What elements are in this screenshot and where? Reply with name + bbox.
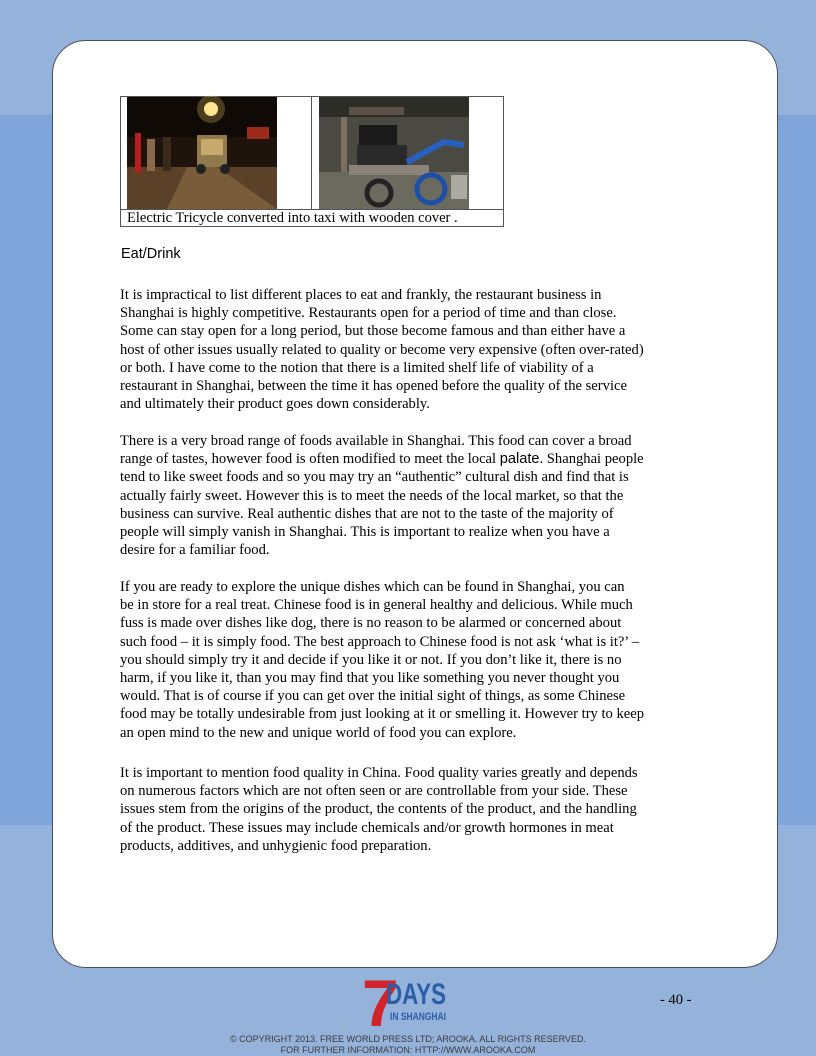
text-line: products, additives, and unhygienic food preparation. [120,837,432,854]
text-line: fuss is made over dishes like dog, there is no reason to be alarmed or concerned about [120,615,622,632]
section-title: Eat/Drink [121,246,181,262]
text-line: issues stem from the origins of the product, the contents of the product, and the handling [120,801,637,818]
text-line: you should simply try it and decide if you like it or not. If you don’t like it, there is no [120,651,622,668]
text-line: Shanghai is highly competitive. Restaurants open for a period of time and than close. [120,305,617,322]
text-line: actually fairly sweet. However this is to meet the needs of the local market, so that the [120,487,624,504]
text-line: tend to like sweet foods and so you may try an “authentic” cultural dish and find that is [120,469,629,486]
text-line: harm, if you like it, than you may find that you like something you never thought you [120,670,620,687]
text-line: There is a very broad range of foods available in Shanghai. This food can cover a broad [120,433,632,449]
text-line: restaurant in Shanghai, between the time it has opened before the quality of the service [120,378,627,395]
paragraph-2 [120,432,705,559]
seven-days-logo [364,968,454,1038]
text-line: business can survive. Real authentic dishes that are not to the taste of the majority of [120,505,614,522]
paragraph-3 [120,578,705,742]
text-line [120,450,705,468]
photo-caption: Electric Tricycle converted into taxi with wooden cover . [127,210,458,226]
logo-days-text: DAYS [386,978,446,1011]
text-fragment: range of tastes, however food is often modified to meet the local [120,451,500,468]
text-line: such food – it is simply food. The best approach to Chinese food is not ask ‘what is it?’ – [120,633,640,650]
logo-subtitle-text: IN SHANGHAI [390,1011,446,1023]
text-line: on numerous factors which are not often seen or are controllable from your side. These [120,783,628,800]
text-line: an open mind to the new and unique world of food you can explore. [120,724,517,741]
text-line: of the product. These issues may include chemicals and/or growth hormones in meat [120,819,614,836]
text-line: or both. I have come to the notion that there is a limited shelf life of viability of a [120,359,594,376]
logo-numeral: 7 [362,966,399,1040]
text-line: If you are ready to explore the unique dishes which can be found in Shanghai, you can [120,579,625,595]
table-column-divider [311,97,312,209]
text-line: host of other issues usually related to quality or become very expensive (often over-rated) [120,341,644,358]
tricycle-closeup-photo [319,97,469,209]
paragraph-4 [120,764,705,855]
text-line: people will simply vanish in Shanghai. This is important to realize when you have a [120,524,610,541]
text-line: desire for a familiar food. [120,542,270,559]
text-line: Some can stay open for a long period, but those become famous and than either have a [120,323,626,340]
paragraph-1 [120,286,705,413]
page-number: - 40 - [660,992,692,1008]
text-line: It is important to mention food quality in China. Food quality varies greatly and depends [120,765,638,781]
text-line: It is impractical to list different places to eat and frankly, the restaurant business in [120,287,602,303]
copyright-line: © COPYRIGHT 2013. FREE WORLD PRESS LTD; AROOKA. ALL RIGHTS RESERVED. [230,1034,586,1044]
text-line: would. That is of course if you can get over the initial sight of things, as some Chinese [120,688,626,705]
night-street-photo [127,97,277,209]
photo-table [120,96,504,227]
copyright-link-line[interactable]: FOR FURTHER INFORMATION: HTTP://WWW.AROOKA.COM [280,1045,536,1055]
copyright-footer [0,1034,816,1056]
text-line: and ultimately their product goes down considerably. [120,396,430,413]
text-line: be in store for a real treat. Chinese food is in general healthy and delicious. While much [120,597,633,614]
text-line: food may be totally undesirable from just looking at it or smelling it. However try to keep [120,706,645,723]
palate-word: palate [499,451,540,468]
text-fragment: . Shanghai people [539,451,644,468]
